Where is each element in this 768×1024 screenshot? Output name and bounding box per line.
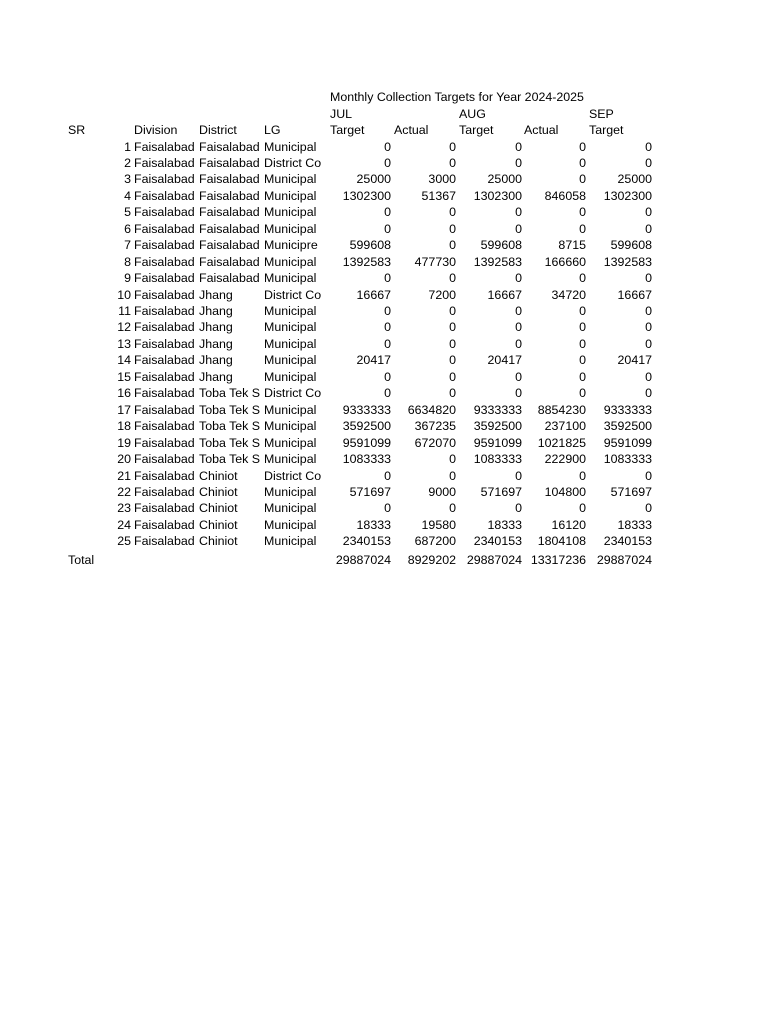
cell-district: Toba Tek S <box>199 402 261 417</box>
cell-sep-target: 1083333 <box>603 452 652 467</box>
cell-division: Faisalabad <box>134 271 195 286</box>
cell-sr: 5 <box>124 205 131 220</box>
cell-aug-actual: 16120 <box>551 517 586 532</box>
cell-sr: 17 <box>117 402 131 417</box>
column-header-aug-actual: Actual <box>524 123 559 137</box>
cell-district: Faisalabad <box>199 139 260 154</box>
cell-jul-actual: 3000 <box>428 172 456 187</box>
cell-aug-actual: 0 <box>579 139 586 154</box>
cell-sr: 14 <box>117 353 131 368</box>
cell-aug-target: 0 <box>515 155 522 170</box>
cell-aug-target: 0 <box>515 386 522 401</box>
cell-jul-actual: 0 <box>449 238 456 253</box>
cell-jul-actual: 0 <box>449 205 456 220</box>
cell-jul-actual: 0 <box>449 304 456 318</box>
cell-aug-actual: 1021825 <box>537 435 586 450</box>
cell-aug-target: 9333333 <box>473 402 522 417</box>
cell-district: Jhang <box>199 287 233 302</box>
cell-jul-target: 0 <box>384 304 391 318</box>
cell-division: Faisalabad <box>134 468 195 483</box>
cell-aug-target: 1083333 <box>473 452 522 467</box>
cell-aug-target: 0 <box>515 205 522 220</box>
cell-district: Chiniot <box>199 468 238 483</box>
cell-division: Faisalabad <box>134 452 195 467</box>
cell-jul-target: 1392583 <box>342 254 391 269</box>
cell-sr: 6 <box>124 221 131 236</box>
cell-jul-target: 9591099 <box>342 435 391 450</box>
cell-jul-target: 599608 <box>349 238 391 253</box>
cell-lg: Municipal <box>264 452 317 467</box>
cell-lg: Municipal <box>264 484 317 499</box>
cell-lg: District Co <box>264 468 322 483</box>
cell-sep-target: 0 <box>645 501 652 516</box>
cell-jul-actual: 0 <box>449 271 456 286</box>
column-header-aug-target: Target <box>459 123 494 137</box>
cell-aug-actual: 8715 <box>558 238 586 253</box>
cell-jul-actual: 51367 <box>421 188 456 203</box>
cell-division: Faisalabad <box>134 435 195 450</box>
cell-aug-actual: 0 <box>579 221 586 236</box>
cell-aug-target: 0 <box>515 369 522 384</box>
cell-aug-actual: 0 <box>579 320 586 335</box>
cell-jul-actual: 367235 <box>414 419 456 434</box>
cell-sep-target: 25000 <box>617 172 652 187</box>
cell-sr: 10 <box>117 287 131 302</box>
cell-division: Faisalabad <box>134 353 195 368</box>
cell-sep-target: 16667 <box>617 287 652 302</box>
cell-division: Faisalabad <box>134 155 195 170</box>
cell-sep-target: 571697 <box>610 484 652 499</box>
cell-sep-target: 0 <box>645 320 652 335</box>
cell-division: Faisalabad <box>134 287 195 302</box>
cell-division: Faisalabad <box>134 320 195 335</box>
cell-lg: Municipal <box>264 419 317 434</box>
total-aug-actual: 13317236 <box>530 552 586 567</box>
cell-aug-target: 2340153 <box>473 534 522 549</box>
cell-aug-actual: 8854230 <box>537 402 586 417</box>
cell-lg: Municipal <box>264 254 317 269</box>
cell-sep-target: 20417 <box>617 353 652 368</box>
cell-sr: 21 <box>117 468 131 483</box>
cell-aug-actual: 0 <box>579 501 586 516</box>
cell-aug-target: 9591099 <box>473 435 522 450</box>
cell-division: Faisalabad <box>134 205 195 220</box>
cell-sep-target: 0 <box>645 205 652 220</box>
cell-sep-target: 9591099 <box>603 435 652 450</box>
cell-district: Jhang <box>199 353 233 368</box>
cell-division: Faisalabad <box>134 517 195 532</box>
cell-aug-actual: 0 <box>579 172 586 187</box>
cell-sep-target: 2340153 <box>603 534 652 549</box>
cell-division: Faisalabad <box>134 139 195 154</box>
cell-jul-actual: 6634820 <box>407 402 456 417</box>
cell-division: Faisalabad <box>134 386 195 401</box>
cell-jul-actual: 0 <box>449 369 456 384</box>
cell-sr: 7 <box>124 238 131 253</box>
cell-sr: 24 <box>117 517 131 532</box>
month-header-aug: AUG <box>459 106 486 121</box>
cell-jul-actual: 0 <box>449 320 456 335</box>
cell-sr: 2 <box>124 155 131 170</box>
cell-lg: Municipal <box>264 353 317 368</box>
cell-jul-actual: 0 <box>449 501 456 516</box>
cell-district: Chiniot <box>199 484 238 499</box>
cell-district: Chiniot <box>199 517 238 532</box>
cell-sr: 9 <box>124 271 131 286</box>
cell-district: Faisalabad <box>199 221 260 236</box>
cell-jul-target: 9333333 <box>342 402 391 417</box>
cell-aug-target: 0 <box>515 271 522 286</box>
cell-lg: Municipal <box>264 402 317 417</box>
column-header-jul-actual: Actual <box>394 123 429 137</box>
cell-jul-actual: 0 <box>449 139 456 154</box>
cell-aug-target: 16667 <box>487 287 522 302</box>
cell-division: Faisalabad <box>134 534 195 549</box>
cell-jul-target: 1083333 <box>342 452 391 467</box>
cell-district: Faisalabad <box>199 188 260 203</box>
cell-lg: Municipal <box>264 517 317 532</box>
cell-aug-target: 18333 <box>487 517 522 532</box>
cell-sep-target: 0 <box>645 386 652 401</box>
cell-jul-target: 3592500 <box>342 419 391 434</box>
cell-aug-actual: 237100 <box>544 419 586 434</box>
column-header-division: Division <box>134 123 178 137</box>
cell-lg: Municipal <box>264 205 317 220</box>
cell-sr: 25 <box>117 534 131 549</box>
cell-lg: Municipal <box>264 188 317 203</box>
cell-division: Faisalabad <box>134 419 195 434</box>
cell-jul-target: 18333 <box>356 517 391 532</box>
cell-aug-target: 0 <box>515 320 522 335</box>
cell-jul-target: 0 <box>384 369 391 384</box>
column-header-sr: SR <box>68 123 86 137</box>
cell-lg: Municipal <box>264 271 317 286</box>
cell-jul-actual: 7200 <box>428 287 456 302</box>
total-aug-target: 29887024 <box>466 552 522 567</box>
cell-division: Faisalabad <box>134 221 195 236</box>
cell-district: Jhang <box>199 320 233 335</box>
cell-sep-target: 599608 <box>610 238 652 253</box>
cell-sep-target: 3592500 <box>603 419 652 434</box>
cell-sr: 22 <box>117 484 131 499</box>
cell-jul-actual: 0 <box>449 452 456 467</box>
column-header-sep-target: Target <box>589 123 624 137</box>
cell-sep-target: 18333 <box>617 517 652 532</box>
cell-sr: 18 <box>117 419 131 434</box>
cell-sep-target: 1392583 <box>603 254 652 269</box>
cell-lg: Municipal <box>264 304 317 318</box>
cell-jul-actual: 19580 <box>421 517 456 532</box>
cell-aug-target: 3592500 <box>473 419 522 434</box>
cell-division: Faisalabad <box>134 238 195 253</box>
cell-division: Faisalabad <box>134 402 195 417</box>
cell-aug-target: 1392583 <box>473 254 522 269</box>
cell-jul-target: 0 <box>384 221 391 236</box>
cell-aug-target: 0 <box>515 139 522 154</box>
cell-jul-target: 16667 <box>356 287 391 302</box>
cell-lg: District Co <box>264 386 322 401</box>
cell-division: Faisalabad <box>134 254 195 269</box>
cell-sep-target: 0 <box>645 369 652 384</box>
cell-aug-actual: 0 <box>579 353 586 368</box>
cell-aug-actual: 0 <box>579 271 586 286</box>
cell-jul-actual: 0 <box>449 336 456 351</box>
month-header-sep: SEP <box>589 106 614 121</box>
cell-sr: 15 <box>117 369 131 384</box>
cell-jul-target: 1302300 <box>342 188 391 203</box>
cell-aug-actual: 0 <box>579 369 586 384</box>
cell-sep-target: 9333333 <box>603 402 652 417</box>
cell-district: Faisalabad <box>199 271 260 286</box>
cell-jul-actual: 0 <box>449 386 456 401</box>
cell-lg: Municipal <box>264 139 317 154</box>
cell-jul-target: 0 <box>384 155 391 170</box>
cell-aug-actual: 0 <box>579 155 586 170</box>
cell-jul-target: 571697 <box>349 484 391 499</box>
cell-sep-target: 0 <box>645 139 652 154</box>
cell-district: Chiniot <box>199 534 238 549</box>
report-title: Monthly Collection Targets for Year 2024-2025 <box>330 90 584 104</box>
cell-aug-target: 20417 <box>487 353 522 368</box>
cell-division: Faisalabad <box>134 336 195 351</box>
column-header-jul-target: Target <box>330 123 365 137</box>
cell-sr: 4 <box>124 188 131 203</box>
cell-sep-target: 1302300 <box>603 188 652 203</box>
cell-jul-actual: 0 <box>449 353 456 368</box>
cell-aug-target: 0 <box>515 221 522 236</box>
cell-lg: Municipal <box>264 320 317 335</box>
cell-lg: District Co <box>264 287 322 302</box>
cell-district: Faisalabad <box>199 172 260 187</box>
cell-jul-target: 0 <box>384 139 391 154</box>
cell-aug-actual: 846058 <box>544 188 586 203</box>
cell-aug-actual: 0 <box>579 336 586 351</box>
cell-jul-actual: 687200 <box>414 534 456 549</box>
cell-jul-actual: 0 <box>449 221 456 236</box>
cell-lg: District Co <box>264 155 322 170</box>
cell-jul-target: 0 <box>384 205 391 220</box>
column-header-lg: LG <box>264 123 281 137</box>
cell-sr: 12 <box>117 320 131 335</box>
cell-lg: Municipal <box>264 336 317 351</box>
cell-aug-target: 25000 <box>487 172 522 187</box>
cell-sr: 19 <box>117 435 131 450</box>
cell-district: Faisalabad <box>199 155 260 170</box>
cell-sr: 8 <box>124 254 131 269</box>
total-jul-target: 29887024 <box>335 552 391 567</box>
cell-jul-actual: 0 <box>449 468 456 483</box>
cell-jul-actual: 9000 <box>428 484 456 499</box>
cell-aug-target: 0 <box>515 468 522 483</box>
cell-district: Toba Tek S <box>199 435 261 450</box>
cell-aug-target: 1302300 <box>473 188 522 203</box>
cell-aug-target: 599608 <box>480 238 522 253</box>
cell-jul-target: 0 <box>384 501 391 516</box>
cell-district: Jhang <box>199 304 233 318</box>
cell-sr: 16 <box>117 386 131 401</box>
cell-district: Faisalabad <box>199 205 260 220</box>
cell-sr: 23 <box>117 501 131 516</box>
cell-jul-target: 25000 <box>356 172 391 187</box>
cell-sep-target: 0 <box>645 221 652 236</box>
cell-sr: 1 <box>124 139 131 154</box>
cell-district: Faisalabad <box>199 254 260 269</box>
total-sep-target: 29887024 <box>596 552 652 567</box>
cell-aug-actual: 166660 <box>544 254 586 269</box>
cell-district: Jhang <box>199 369 233 384</box>
cell-lg: Municipal <box>264 534 317 549</box>
cell-sep-target: 0 <box>645 468 652 483</box>
cell-district: Chiniot <box>199 501 238 516</box>
cell-district: Jhang <box>199 336 233 351</box>
cell-division: Faisalabad <box>134 188 195 203</box>
cell-aug-actual: 1804108 <box>537 534 586 549</box>
cell-division: Faisalabad <box>134 172 195 187</box>
cell-district: Toba Tek S <box>199 452 261 467</box>
cell-sr: 20 <box>117 452 131 467</box>
cell-aug-actual: 0 <box>579 386 586 401</box>
cell-lg: Municipal <box>264 172 317 187</box>
cell-jul-actual: 0 <box>449 155 456 170</box>
cell-lg: Municipal <box>264 501 317 516</box>
cell-jul-target: 0 <box>384 271 391 286</box>
cell-sep-target: 0 <box>645 336 652 351</box>
cell-jul-target: 0 <box>384 320 391 335</box>
cell-jul-actual: 477730 <box>414 254 456 269</box>
cell-division: Faisalabad <box>134 369 195 384</box>
cell-aug-actual: 0 <box>579 205 586 220</box>
cell-division: Faisalabad <box>134 484 195 499</box>
cell-jul-target: 0 <box>384 468 391 483</box>
cell-division: Faisalabad <box>134 501 195 516</box>
cell-lg: Municipre <box>264 238 318 253</box>
cell-jul-actual: 672070 <box>414 435 456 450</box>
cell-aug-target: 0 <box>515 304 522 318</box>
month-header-jul: JUL <box>330 106 353 121</box>
cell-jul-target: 0 <box>384 336 391 351</box>
total-jul-actual: 8929202 <box>407 552 456 567</box>
cell-sr: 3 <box>124 172 131 187</box>
cell-aug-actual: 104800 <box>544 484 586 499</box>
cell-aug-actual: 0 <box>579 304 586 318</box>
cell-division: Faisalabad <box>134 304 195 318</box>
cell-jul-target: 0 <box>384 386 391 401</box>
cell-district: Toba Tek S <box>199 419 261 434</box>
cell-district: Faisalabad <box>199 238 260 253</box>
cell-aug-actual: 0 <box>579 468 586 483</box>
column-header-district: District <box>199 123 237 137</box>
cell-sep-target: 0 <box>645 304 652 318</box>
cell-district: Toba Tek S <box>199 386 261 401</box>
total-label: Total <box>68 552 95 567</box>
cell-lg: Municipal <box>264 369 317 384</box>
cell-jul-target: 20417 <box>356 353 391 368</box>
cell-lg: Municipal <box>264 435 317 450</box>
cell-sr: 13 <box>117 336 131 351</box>
cell-sep-target: 0 <box>645 155 652 170</box>
cell-aug-target: 0 <box>515 501 522 516</box>
cell-sr: 11 <box>118 304 131 318</box>
cell-aug-target: 571697 <box>480 484 522 499</box>
cell-aug-target: 0 <box>515 336 522 351</box>
cell-aug-actual: 222900 <box>544 452 586 467</box>
cell-lg: Municipal <box>264 221 317 236</box>
cell-aug-actual: 34720 <box>551 287 586 302</box>
cell-jul-target: 2340153 <box>342 534 391 549</box>
cell-sep-target: 0 <box>645 271 652 286</box>
